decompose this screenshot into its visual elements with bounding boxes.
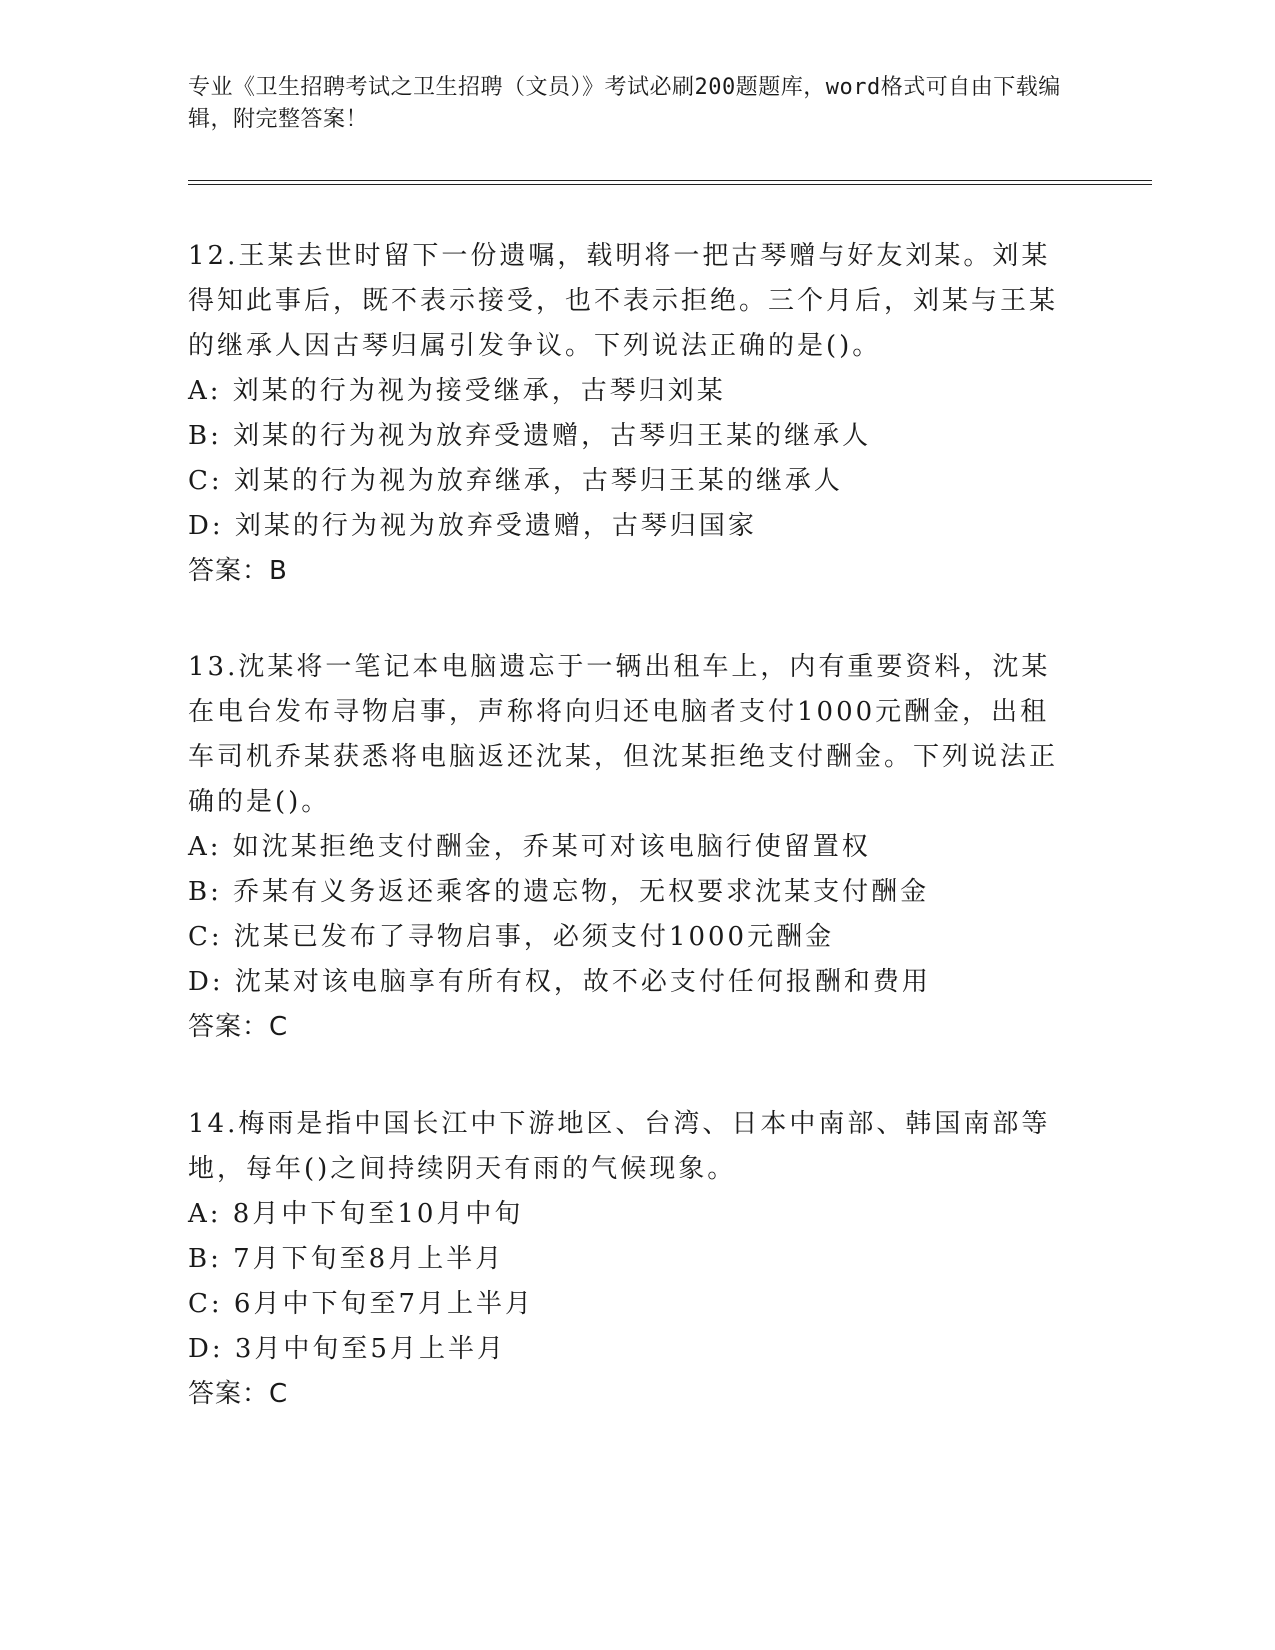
answer: 答案：C <box>188 1012 289 1042</box>
answer: 答案：C <box>188 1379 289 1409</box>
option-b: B: 7月下旬至8月上半月 <box>188 1244 505 1274</box>
header-divider-top <box>188 180 1152 181</box>
question-stem: 14.梅雨是指中国长江中下游地区、台湾、日本中南部、韩国南部等地，每年()之间持续阴天有雨的气候现象。 <box>188 1109 1051 1184</box>
option-d: D: 3月中旬至5月上半月 <box>188 1334 506 1364</box>
option-a: A: 刘某的行为视为接受继承，古琴归刘某 <box>188 376 726 406</box>
question-12 <box>188 234 1078 594</box>
option-d: D: 沈某对该电脑享有所有权，故不必支付任何报酬和费用 <box>188 967 931 997</box>
document-intro: 专业《卫生招聘考试之卫生招聘（文员）》考试必刷200题题库，word格式可自由下载编辑，附完整答案！ <box>188 75 1061 132</box>
answer: 答案：B <box>188 556 288 586</box>
option-c: C: 6月中下旬至7月上半月 <box>188 1289 535 1319</box>
question-13 <box>188 645 1078 1050</box>
option-a: A: 8月中下旬至10月中旬 <box>188 1199 524 1229</box>
option-d: D: 刘某的行为视为放弃受遗赠，古琴归国家 <box>188 511 757 541</box>
question-stem: 12.王某去世时留下一份遗嘱，载明将一把古琴赠与好友刘某。刘某得知此事后，既不表示接受，也不表示拒绝。三个月后，刘某与王某的继承人因古琴归属引发争议。下列说法正确的是()。 <box>188 241 1059 361</box>
option-b: B: 刘某的行为视为放弃受遗赠，古琴归王某的继承人 <box>188 421 872 451</box>
option-c: C: 刘某的行为视为放弃继承，古琴归王某的继承人 <box>188 466 843 496</box>
option-c: C: 沈某已发布了寻物启事，必须支付1000元酬金 <box>188 922 835 952</box>
option-b: B: 乔某有义务返还乘客的遗忘物，无权要求沈某支付酬金 <box>188 877 930 907</box>
header-divider-bottom <box>188 184 1152 185</box>
question-stem: 13.沈某将一笔记本电脑遗忘于一辆出租车上，内有重要资料，沈某在电台发布寻物启事，声称将向归还电脑者支付1000元酬金，出租车司机乔某获悉将电脑返还沈某，但沈某拒绝支付酬金。下列说法正确的是()。 <box>188 652 1059 817</box>
option-a: A: 如沈某拒绝支付酬金，乔某可对该电脑行使留置权 <box>188 832 871 862</box>
question-14 <box>188 1102 1078 1417</box>
